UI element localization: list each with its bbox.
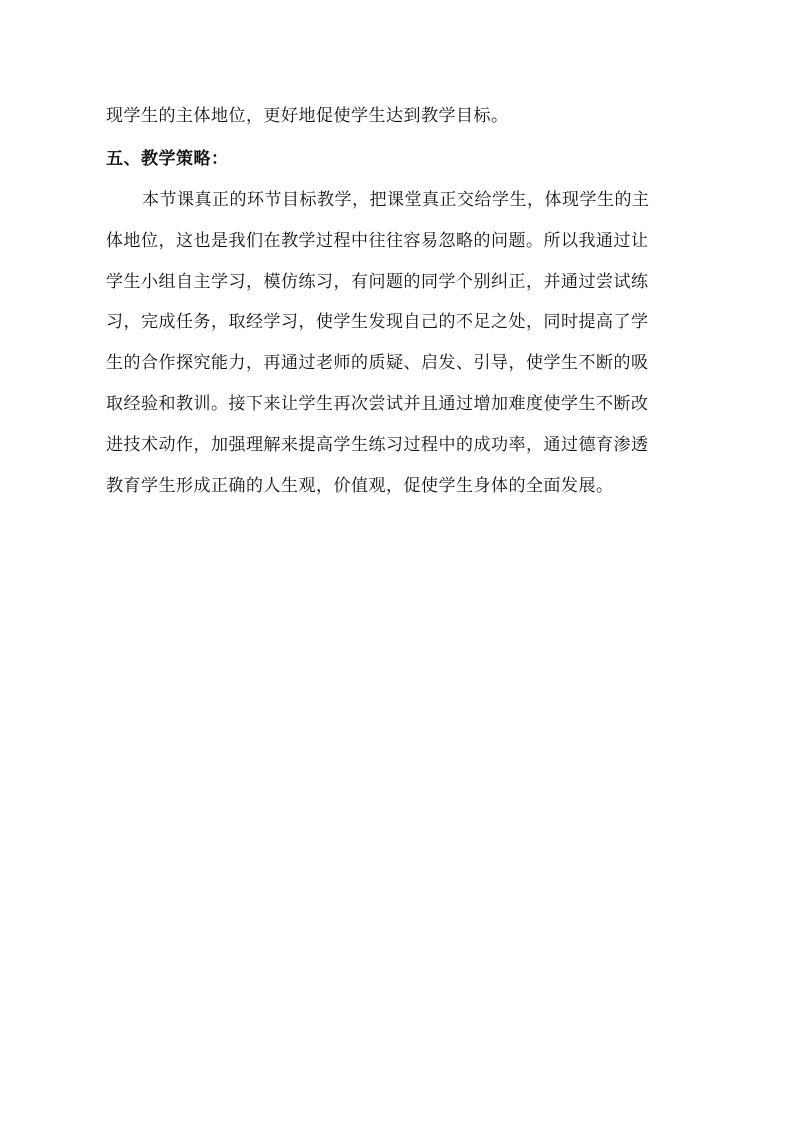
paragraph-line: 习，完成任务，取经学习，使学生发现自己的不足之处，同时提高了学	[106, 312, 649, 333]
paragraph-line: 教育学生形成正确的人生观，价值观，促使学生身体的全面发展。	[106, 475, 614, 496]
continuation-text	[106, 102, 690, 130]
paragraph-line: 生的合作探究能力，再通过老师的质疑、启发、引导，使学生不断的吸	[106, 353, 649, 374]
paragraph-line: 学生小组自主学习，模仿练习，有问题的同学个别纠正，并通过尝试练	[106, 271, 649, 292]
section-heading	[106, 145, 690, 173]
paragraph-line: 本节课真正的环节目标教学，把课堂真正交给学生，体现学生的主	[142, 190, 650, 210]
continuation-line: 现学生的主体地位，更好地促使学生达到教学目标。	[106, 106, 509, 126]
paragraph-line: 进技术动作，加强理解来提高学生练习过程中的成功率，通过德育渗透	[106, 434, 649, 455]
paragraph-line: 体地位，这也是我们在教学过程中往往容易忽略的问题。所以我通过让	[106, 230, 649, 251]
paragraph-line: 取经验和教训。接下来让学生再次尝试并且通过增加难度使学生不断改	[106, 393, 649, 414]
strategy-paragraph	[106, 186, 690, 512]
section-heading-text: 五、教学策略：	[106, 149, 229, 169]
